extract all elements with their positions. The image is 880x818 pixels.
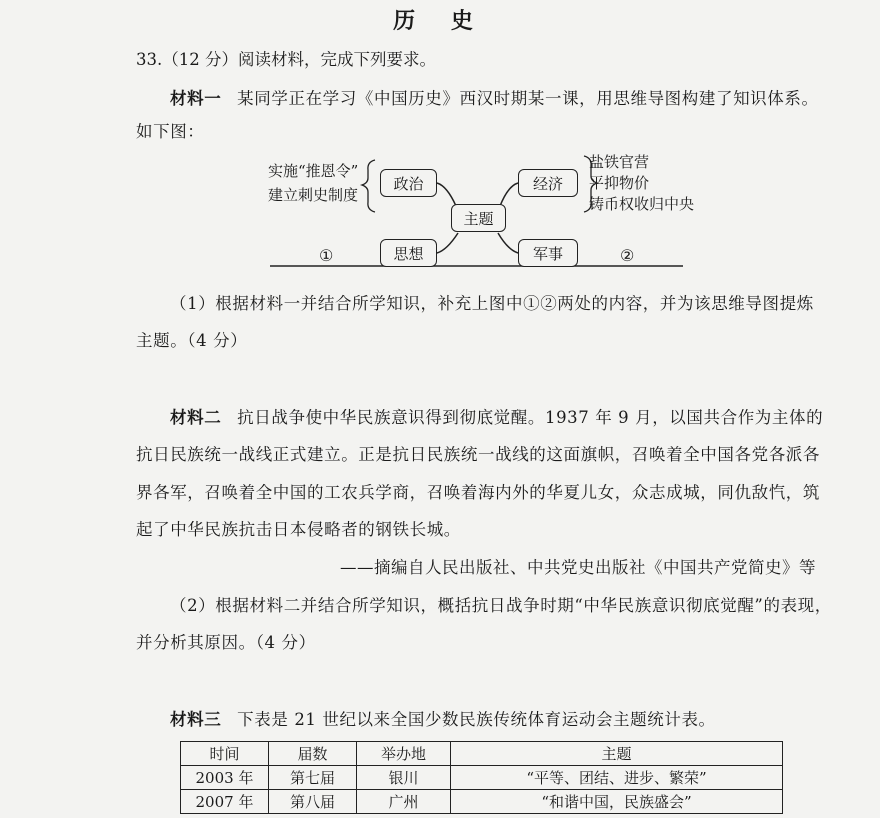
table-cell: 第七届 <box>269 766 357 790</box>
mindmap-node-thought: 思想 <box>380 239 437 267</box>
material3-text: 下表是 21 世纪以来全国少数民族传统体育运动会主题统计表。 <box>237 710 716 729</box>
q1-line2: 主题。（4 分） <box>136 331 248 350</box>
material2-source: ——摘编自人民出版社、中共党史出版社《中国共产党简史》等 <box>340 558 816 577</box>
economy-item: 铸币权收归中央 <box>589 195 695 213</box>
mindmap-node-politics: 政治 <box>380 169 437 197</box>
table-cell: 银川 <box>357 766 451 790</box>
table-cell: “平等、团结、进步、繁荣” <box>451 766 783 790</box>
politics-item: 建立刺史制度 <box>268 186 359 204</box>
table-header-cell: 届数 <box>269 742 357 766</box>
page-title: 历 史 <box>393 8 487 34</box>
economy-item: 盐铁官营 <box>589 153 650 171</box>
table-cell: 广州 <box>357 790 451 814</box>
table-row <box>181 766 783 790</box>
blank-marker-1: ① <box>319 246 334 265</box>
material2 <box>170 404 823 428</box>
q2-line2: 并分析其原因。（4 分） <box>136 633 316 652</box>
table-cell: 2003 年 <box>181 766 269 790</box>
q2-line1: （2）根据材料二并结合所学知识，概括抗日战争时期“中华民族意识彻底觉醒”的表现， <box>170 596 832 615</box>
material1-label: 材料一 <box>170 89 222 108</box>
table-header-cell: 时间 <box>181 742 269 766</box>
table-cell: “和谐中国，民族盛会” <box>451 790 783 814</box>
theme-table <box>180 741 783 814</box>
material2-text: 抗日战争使中华民族意识得到彻底觉醒。1937 年 9 月，以国共合作为主体的 <box>237 408 824 427</box>
table-row <box>181 790 783 814</box>
material3-label: 材料三 <box>170 710 222 729</box>
mindmap-node-economy: 经济 <box>518 169 578 197</box>
table-cell: 2007 年 <box>181 790 269 814</box>
q1-line1: （1）根据材料一并结合所学知识，补充上图中①②两处的内容，并为该思维导图提炼 <box>170 294 814 313</box>
table-header-cell: 举办地 <box>357 742 451 766</box>
material1-text-line2: 如下图： <box>136 122 205 141</box>
table-cell: 第八届 <box>269 790 357 814</box>
blank-marker-2: ② <box>620 246 635 265</box>
material2-label: 材料二 <box>170 408 222 427</box>
table-header-cell: 主题 <box>451 742 783 766</box>
material3 <box>170 706 716 730</box>
mindmap-node-center: 主题 <box>451 204 506 232</box>
table-header-row <box>181 742 783 766</box>
material2-line2: 抗日民族统一战线正式建立。正是抗日民族统一战线的这面旗帜，召唤着全中国各党各派各 <box>136 445 820 464</box>
material2-line3: 界各军，召唤着全中国的工农兵学商，召唤着海内外的华夏儿女，众志成城，同仇敌忾，筑 <box>136 483 820 502</box>
mindmap-connectors <box>0 0 880 300</box>
material1-text: 某同学正在学习《中国历史》西汉时期某一课，用思维导图构建了知识体系。 <box>237 89 819 108</box>
question-header: 33.（12 分）阅读材料，完成下列要求。 <box>136 50 436 69</box>
economy-item: 平抑物价 <box>589 174 650 192</box>
politics-item: 实施“推恩令” <box>268 162 359 180</box>
material2-line4: 起了中华民族抗击日本侵略者的钢铁长城。 <box>136 520 461 539</box>
mindmap-node-military: 军事 <box>518 239 578 267</box>
